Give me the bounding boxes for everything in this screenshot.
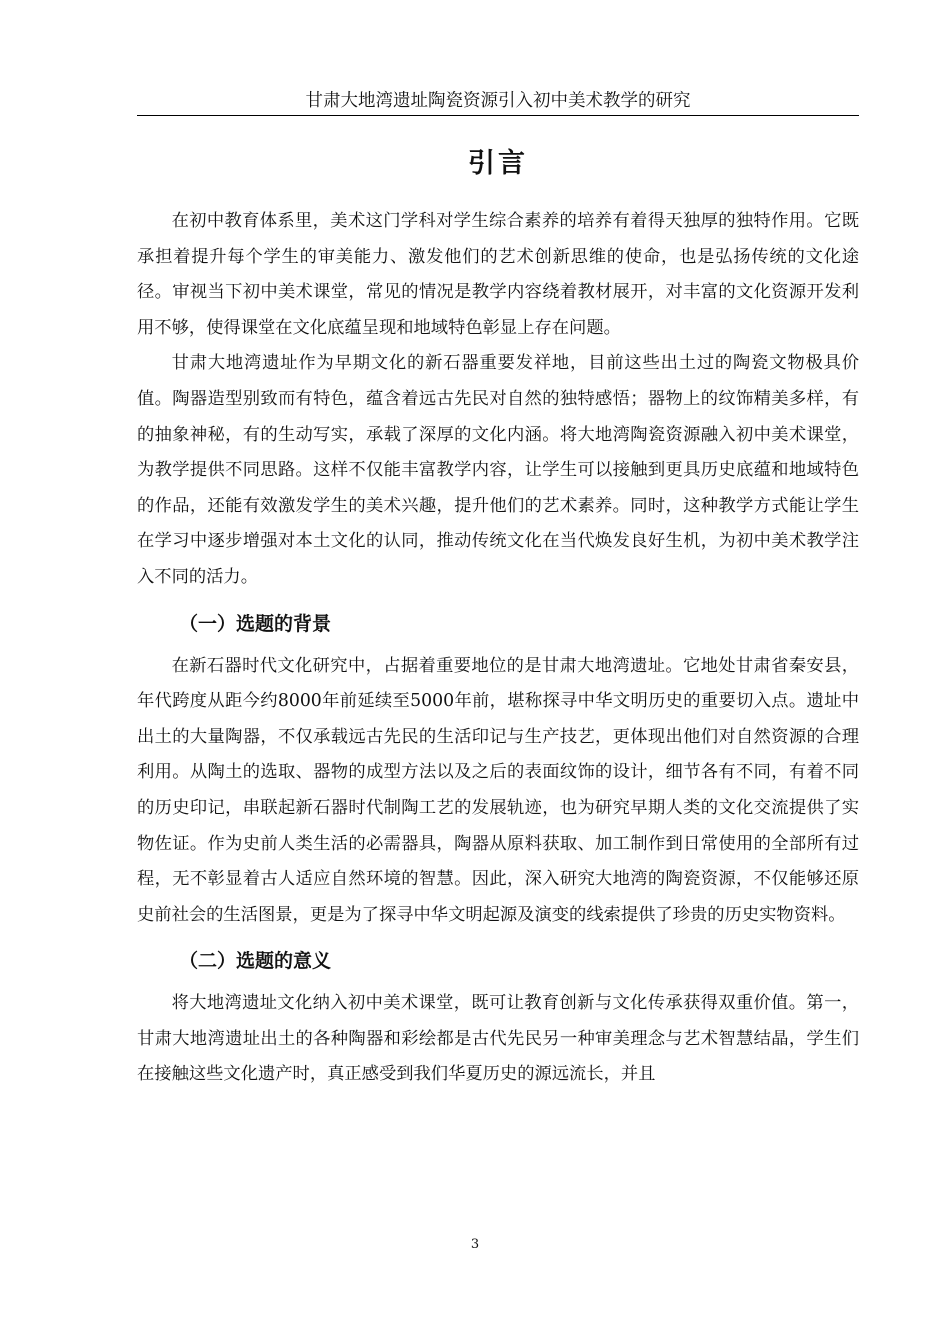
running-header: 甘肃大地湾遗址陶瓷资源引入初中美术教学的研究 — [305, 91, 691, 111]
page-content — [137, 142, 859, 1093]
intro-paragraph-1: 在初中教育体系里，美术这门学科对学生综合素养的培养有着得天独厚的独特作用。它既承担着提升每个学生的审美能力、激发他们的艺术创新思维的使命，也是弘扬传统的文化途径。审视当下初中美术课堂，常见的情况是教学内容绕着教材展开，对丰富的文化资源开发利用不够，使得课堂在文化底蕴呈现和地域特色彰显上存在问题。 — [137, 211, 859, 338]
intro-paragraph-2: 甘肃大地湾遗址作为早期文化的新石器重要发祥地，目前这些出土过的陶瓷文物极具价值。陶器造型别致而有特色，蕴含着远古先民对自然的独特感悟；器物上的纹饰精美多样，有的抽象神秘，有的生动写实，承载了深厚的文化内涵。将大地湾陶瓷资源融入初中美术课堂，为教学提供不同思路。这样不仅能丰富教学内容，让学生可以接触到更具历史底蕴和地域特色的作品，还能有效激发学生的美术兴趣，提升他们的艺术素养。同时，这种教学方式能让学生在学习中逐步增强对本土文化的认同，推动传统文化在当代焕发良好生机，为初中美术教学注入不同的活力。 — [137, 353, 859, 587]
background-paragraph: 在新石器时代文化研究中，占据着重要地位的是甘肃大地湾遗址。它地处甘肃省秦安县，年代跨度从距今约8000年前延续至5000年前，堪称探寻中华文明历史的重要切入点。遗址中出土的大量陶器，不仅承载远古先民的生活印记与生产技艺，更体现出他们对自然资源的合理利用。从陶土的选取、器物的成型方法以及之后的表面纹饰的设计，细节各有不同，有着不同的历史印记，串联起新石器时代制陶工艺的发展轨迹，也为研究早期人类的文化交流提供了实物佐证。作为史前人类生活的必需器具，陶器从原料获取、加工制作到日常使用的全部所有过程，无不彰显着古人适应自然环境的智慧。因此，深入研究大地湾的陶瓷资源，不仅能够还原史前社会的生活图景，更是为了探寻中华文明起源及演变的线索提供了珍贵的历史实物资料。 — [137, 655, 859, 925]
page-number: 3 — [470, 1237, 480, 1252]
header-rule — [137, 115, 859, 116]
page-title: 引言 — [468, 148, 528, 179]
significance-paragraph: 将大地湾遗址文化纳入初中美术课堂，既可让教育创新与文化传承获得双重价值。第一，甘肃大地湾遗址出土的各种陶器和彩绘都是古代先民另一种审美理念与艺术智慧结晶，学生们在接触这些文化遗产时，真正感受到我们华夏历史的源远流长，并且 — [137, 993, 859, 1085]
section-heading-significance: （二）选题的意义 — [179, 950, 332, 973]
section-heading-background: （一）选题的背景 — [179, 612, 332, 635]
